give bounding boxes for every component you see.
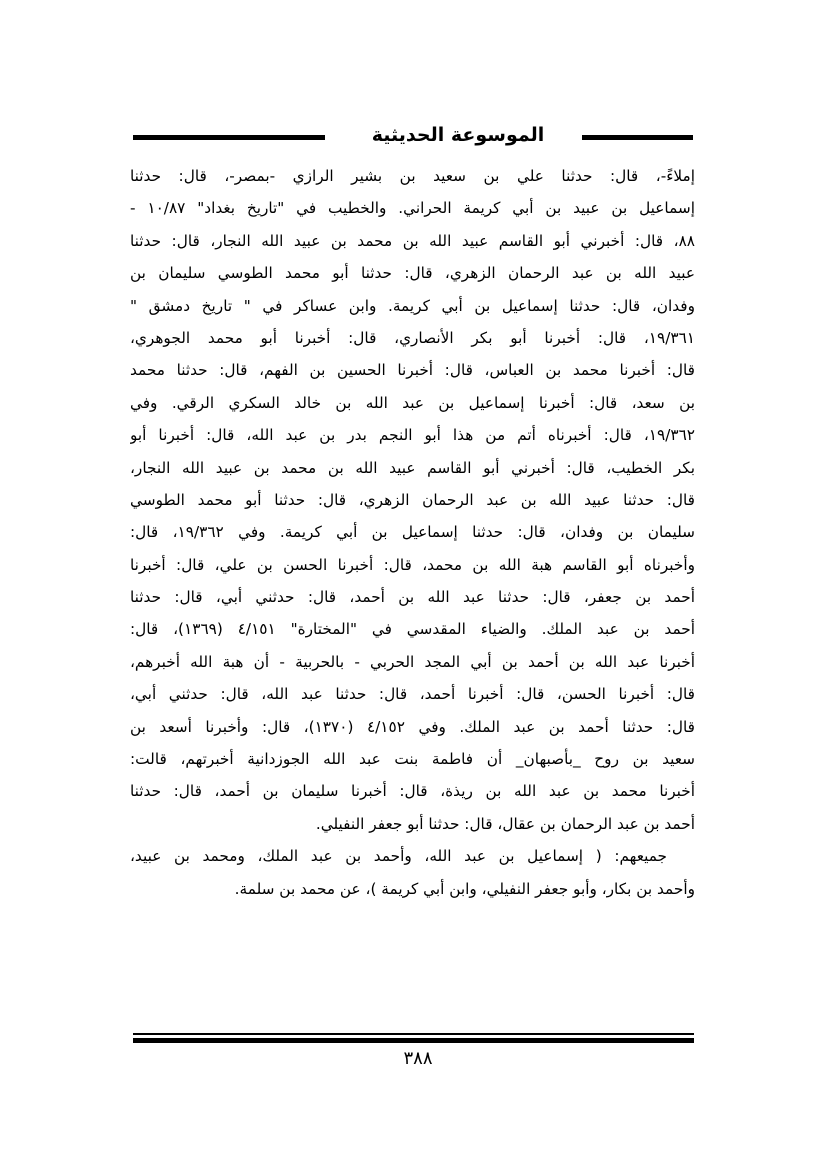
footer-rule-thick [133, 1038, 694, 1043]
text-line: ١٩/٣٦١، قال: أخبرنا أبو بكر الأنصاري، قال: أخبرنا أبو محمد الجوهري، [130, 328, 695, 347]
text-line: جميعهم: ( إسماعيل بن عبد الله، وأحمد بن عبد الملك، ومحمد بن عبيد، [130, 847, 667, 866]
text-line: سليمان بن وفدان، قال: حدثنا إسماعيل بن أبي كريمة. وفي ١٩/٣٦٢، قال: [130, 523, 695, 542]
text-line: قال: حدثنا أحمد بن عبد الملك. وفي ٤/١٥٢ (١٣٧٠)، قال: وأخبرنا أسعد بن [130, 717, 695, 736]
running-header [133, 118, 693, 158]
header-title: الموسوعة الحديثية [371, 124, 545, 146]
text-line: أحمد بن عبد الملك. والضياء المقدسي في "المختارة" ٤/١٥١ (١٣٦٩)، قال: [130, 620, 695, 639]
header-rule-right [582, 135, 693, 140]
text-line: وأحمد بن بكار، وأبو جعفر النفيلي، وابن أبي كريمة )، عن محمد بن سلمة. [234, 879, 695, 898]
text-line: إسماعيل بن عبيد بن أبي كريمة الحراني. والخطيب في "تاريخ بغداد" ١٠/٨٧ - [130, 199, 695, 218]
page-body-text [130, 160, 695, 905]
text-line: قال: أخبرنا الحسن، قال: أخبرنا أحمد، قال: حدثنا عبد الله، قال: حدثني أبي، [130, 685, 695, 704]
text-line: أخبرنا عبد الله بن أحمد بن أبي المجد الحربي - بالحربية - أن هبة الله أخبرهم، [130, 652, 695, 671]
text-line: بكر الخطيب، قال: أخبرني أبو القاسم عبيد الله بن محمد بن عبيد الله النجار، [130, 458, 695, 477]
text-line: قال: أخبرنا محمد بن العباس، قال: أخبرنا الحسين بن الفهم، قال: حدثنا محمد [130, 361, 695, 380]
text-line: ٨٨، قال: أخبرني أبو القاسم عبيد الله بن محمد بن عبيد الله النجار، قال: حدثنا [130, 231, 695, 250]
text-line: أحمد بن عبد الرحمان بن عقال، قال: حدثنا أبو جعفر النفيلي. [315, 814, 695, 833]
text-line: إملاءً-، قال: حدثنا علي بن سعيد بن بشير الرازي -بمصر-، قال: حدثنا [130, 167, 695, 185]
text-line: عبيد الله بن عبد الرحمان الزهري، قال: حدثنا أبو محمد الطوسي سليمان بن [130, 264, 695, 283]
header-rule-left [133, 135, 325, 140]
text-line: أخبرنا محمد بن عبد الله بن ريذة، قال: أخبرنا سليمان بن أحمد، قال: حدثنا [130, 782, 695, 801]
text-line: سعيد بن روح _بأصبهان_ أن فاطمة بنت عبد الله الجوزدانية أخبرتهم، قالت: [130, 750, 695, 769]
footer-rule-thin [133, 1033, 694, 1035]
text-line: أحمد بن جعفر، قال: حدثنا عبد الله بن أحمد، قال: حدثني أبي، قال: حدثنا [130, 588, 695, 607]
text-line: بن سعد، قال: أخبرنا إسماعيل بن عبد الله بن خالد السكري الرقي. وفي [130, 393, 695, 412]
text-line: وأخبرناه أبو القاسم هبة الله بن محمد، قال: أخبرنا الحسن بن علي، قال: أخبرنا [130, 555, 695, 574]
page-number: ٣٨٨ [403, 1048, 433, 1069]
text-line: ١٩/٣٦٢، قال: أخبرناه أتم من هذا أبو النجم بدر بن عبد الله، قال: أخبرنا أبو [130, 426, 695, 445]
text-line: وفدان، قال: حدثنا إسماعيل بن أبي كريمة. وابن عساكر في " تاريخ دمشق " [130, 296, 695, 315]
text-line: قال: حدثنا عبيد الله بن عبد الرحمان الزهري، قال: حدثنا أبو محمد الطوسي [130, 490, 695, 509]
